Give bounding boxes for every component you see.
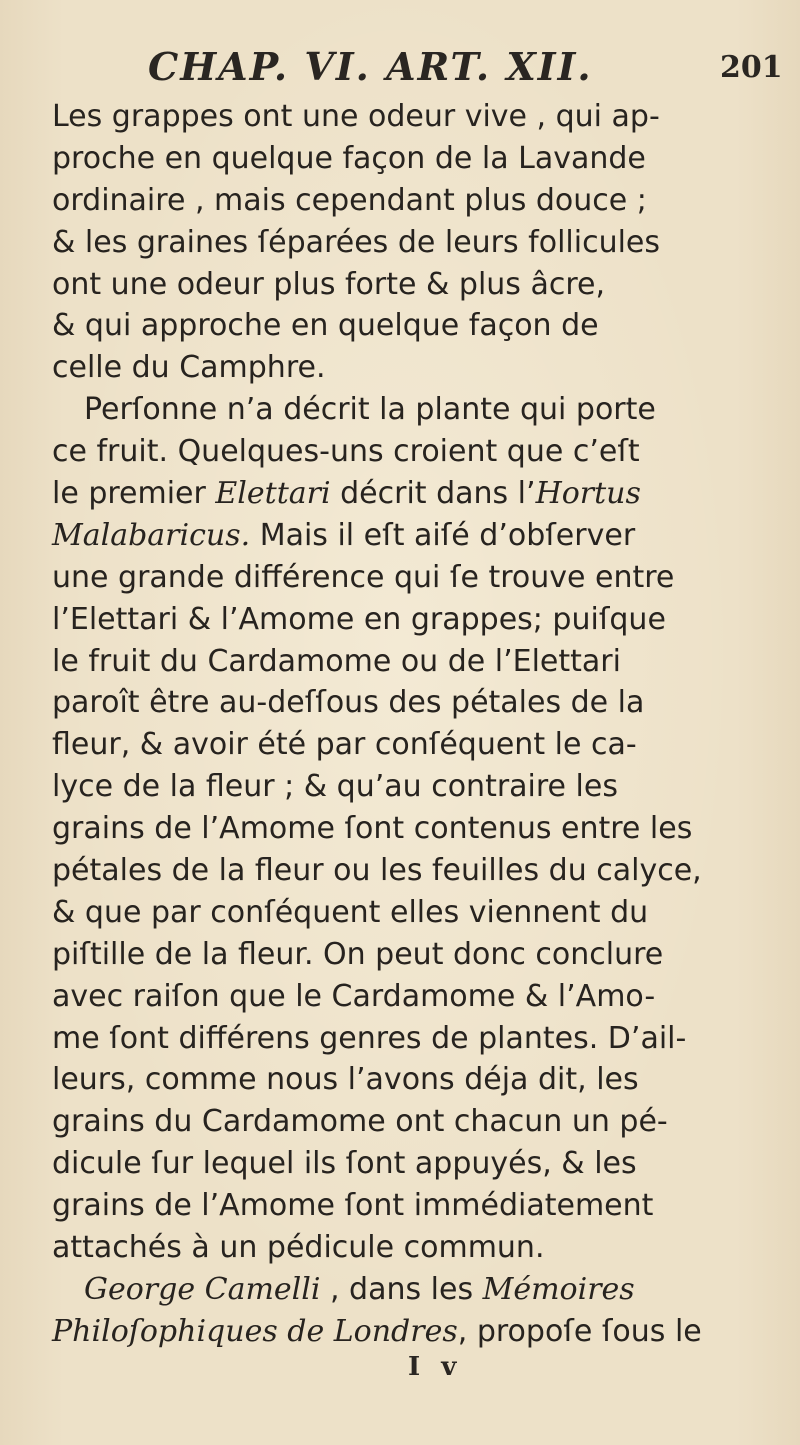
paragraph-start-line: Perſonne n’a décrit la plante qui porte — [84, 392, 656, 428]
running-head: CHAP. VI. ART. XII. — [148, 44, 593, 89]
text-line: pétales de la fleur ou les feuilles du calyce, — [52, 853, 702, 889]
italic-title: Malabaricus. — [52, 517, 251, 553]
signature-mark: I v — [408, 1352, 463, 1382]
text-line: & qui approche en quelque façon de — [52, 308, 599, 344]
text-line: une grande différence qui ſe trouve entre — [52, 559, 675, 595]
text-line: piſtille de la fleur. On peut donc conclure — [52, 936, 664, 972]
text-line: attachés à un pédicule commun. — [52, 1230, 545, 1266]
italic-title: Philoſophiques de Londres — [52, 1313, 458, 1349]
text-line: grains de l’Amome ſont contenus entre les — [52, 811, 693, 847]
page-header — [0, 44, 800, 94]
text-line: proche en quelque façon de la Lavande — [52, 140, 646, 176]
text-line: dicule ſur lequel ils ſont appuyés, & les — [52, 1146, 637, 1182]
text-line: & les graines ſéparées de leurs follicules — [52, 224, 661, 260]
text-line: ordinaire , mais cependant plus douce ; — [52, 182, 647, 218]
text-run: , dans les — [320, 1271, 483, 1307]
text-line: Les grappes ont une odeur vive , qui ap- — [52, 99, 660, 134]
text-line: lyce de la fleur ; & qu’au contraire les — [52, 769, 618, 805]
text-line — [52, 1311, 772, 1353]
paragraph-start-line — [52, 1269, 772, 1311]
text-run: Mais il eſt aiſé d’obſerver — [250, 517, 636, 553]
body-text — [52, 96, 772, 1353]
text-line: me ſont différens genres de plantes. D’ail- — [52, 1020, 687, 1056]
text-line: grains de l’Amome ſont immédiatement — [52, 1188, 654, 1224]
text-line: grains du Cardamome ont chacun un pé- — [52, 1104, 668, 1140]
text-line: paroît être au-deſſous des pétales de la — [52, 685, 645, 721]
text-run: décrit dans l’ — [330, 476, 536, 512]
text-line: l’Elettari & l’Amome en grappes; puiſque — [52, 601, 666, 637]
text-run: , propoſe ſous le — [457, 1313, 702, 1349]
text-line: avec raiſon que le Cardamome & l’Amo- — [52, 978, 656, 1014]
text-line: & que par conſéquent elles viennent du — [52, 894, 649, 930]
text-run: le premier — [52, 476, 216, 512]
text-line: ce fruit. Quelques-uns croient que c’eſt — [52, 434, 640, 470]
text-line: celle du Camphre. — [52, 350, 326, 386]
text-line: leurs, comme nous l’avons déja dit, les — [52, 1062, 639, 1098]
italic-title: Hortus — [535, 476, 641, 512]
text-line: ont une odeur plus forte & plus âcre, — [52, 266, 606, 302]
text-line — [52, 515, 772, 557]
text-line: le fruit du Cardamome ou de l’Elettari — [52, 643, 621, 679]
page-number: 201 — [720, 50, 783, 85]
text-line: fleur, & avoir été par conſéquent le ca- — [52, 727, 637, 763]
text-line — [52, 473, 772, 515]
italic-name: George Camelli — [84, 1271, 321, 1307]
italic-title: Mémoires — [482, 1271, 635, 1307]
italic-name: Elettari — [215, 476, 331, 512]
